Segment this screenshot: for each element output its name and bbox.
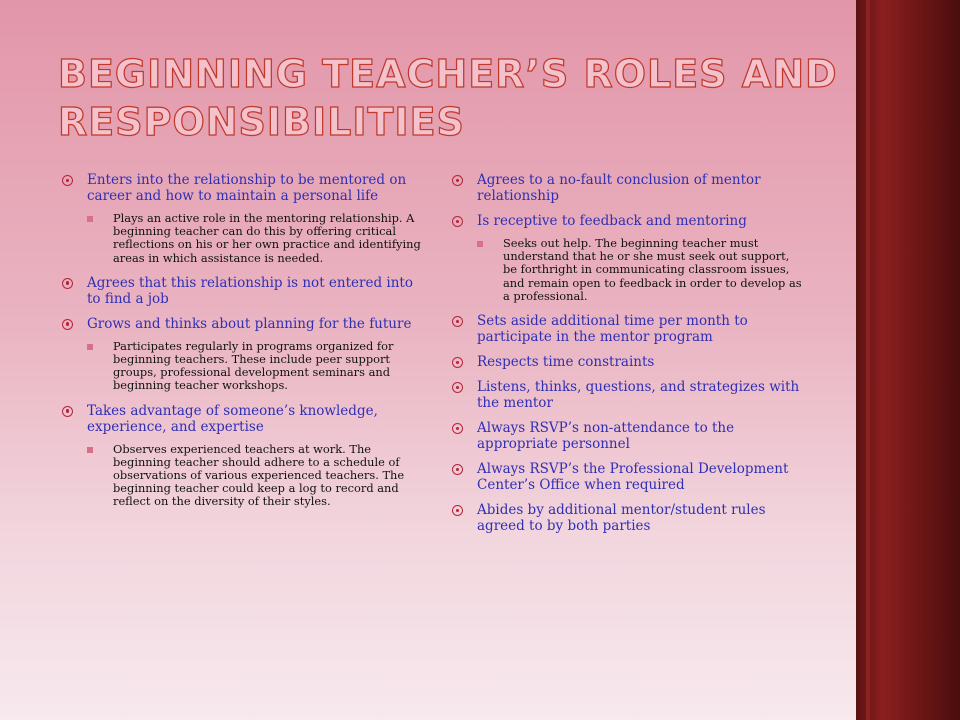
right-column (452, 172, 802, 543)
circle-bullet-icon (452, 175, 463, 186)
list-item-text: Enters into the relationship to be mentored on career and how to maintain a personal life (87, 172, 407, 204)
decorative-sidebar (856, 0, 960, 720)
circle-bullet-icon (62, 319, 73, 330)
circle-bullet-icon (452, 382, 463, 393)
square-bullet-icon (477, 241, 483, 247)
list-item-text: Takes advantage of someone’s knowledge, experience, and expertise (87, 402, 378, 435)
list-item (452, 354, 802, 370)
circle-bullet-icon (452, 464, 463, 475)
slide-title: BEGINNING TEACHER’S ROLES AND RESPONSIBILITIES (58, 52, 838, 144)
circle-bullet-icon (452, 357, 463, 368)
list-item-text: Respects time constraints (477, 354, 655, 371)
square-bullet-icon (87, 344, 93, 350)
list-item-text: Always RSVP’s the Professional Development Center’s Office when required (477, 461, 789, 494)
list-item-text: Always RSVP’s non-attendance to the appropriate personnel (477, 420, 735, 453)
list-item (452, 461, 802, 493)
sub-item-text: Observes experienced teachers at work. The beginning teacher should adhere to a schedule of observations of various experienced teachers. The beginning teacher could keep a log to record and reflect on the diversity of their styles. (113, 441, 405, 509)
sidebar-accent-strip (866, 0, 870, 720)
square-bullet-icon (87, 216, 93, 222)
sub-item-text: Participates regularly in programs organized for beginning teachers. These include peer support groups, professional development seminars and beginning teacher workshops. (113, 338, 394, 393)
left-column (62, 172, 422, 519)
list-item-text: Sets aside additional time per month to participate in the mentor program (477, 313, 748, 346)
list-item (62, 275, 422, 307)
circle-bullet-icon (452, 423, 463, 434)
list-item (452, 420, 802, 452)
list-item (452, 379, 802, 411)
list-item (452, 502, 802, 534)
list-item (62, 316, 422, 393)
list-item-text: Agrees to a no-fault conclusion of mentor relationship (477, 172, 761, 204)
list-item-text: Is receptive to feedback and mentoring (477, 213, 747, 229)
sub-item (477, 237, 802, 303)
list-item-text: Listens, thinks, questions, and strategizes with the mentor (477, 379, 800, 412)
list-item-text: Abides by additional mentor/student rules agreed to by both parties (477, 502, 766, 535)
list-item-text: Agrees that this relationship is not entered into to find a job (87, 274, 413, 307)
circle-bullet-icon (452, 505, 463, 516)
circle-bullet-icon (62, 278, 73, 289)
square-bullet-icon (87, 447, 93, 453)
circle-bullet-icon (62, 406, 73, 417)
circle-bullet-icon (62, 175, 73, 186)
sub-item-text: Seeks out help. The beginning teacher must understand that he or she must seek out support, be forthright in communicating classroom issues, and remain open to feedback in order to develop as a professional. (503, 236, 802, 303)
sub-item (87, 443, 422, 509)
sub-item (87, 340, 422, 393)
sub-item-text: Plays an active role in the mentoring relationship. A beginning teacher can do this by offering critical reflections on his or her own practice and identifying areas in which assistance is needed. (113, 211, 421, 265)
circle-bullet-icon (452, 316, 463, 327)
circle-bullet-icon (452, 216, 463, 227)
list-item (452, 172, 802, 204)
list-item (452, 313, 802, 345)
list-item-text: Grows and thinks about planning for the future (87, 315, 412, 332)
list-item (62, 403, 422, 509)
list-item (62, 172, 422, 265)
list-item (452, 213, 802, 303)
sub-item (87, 212, 422, 265)
